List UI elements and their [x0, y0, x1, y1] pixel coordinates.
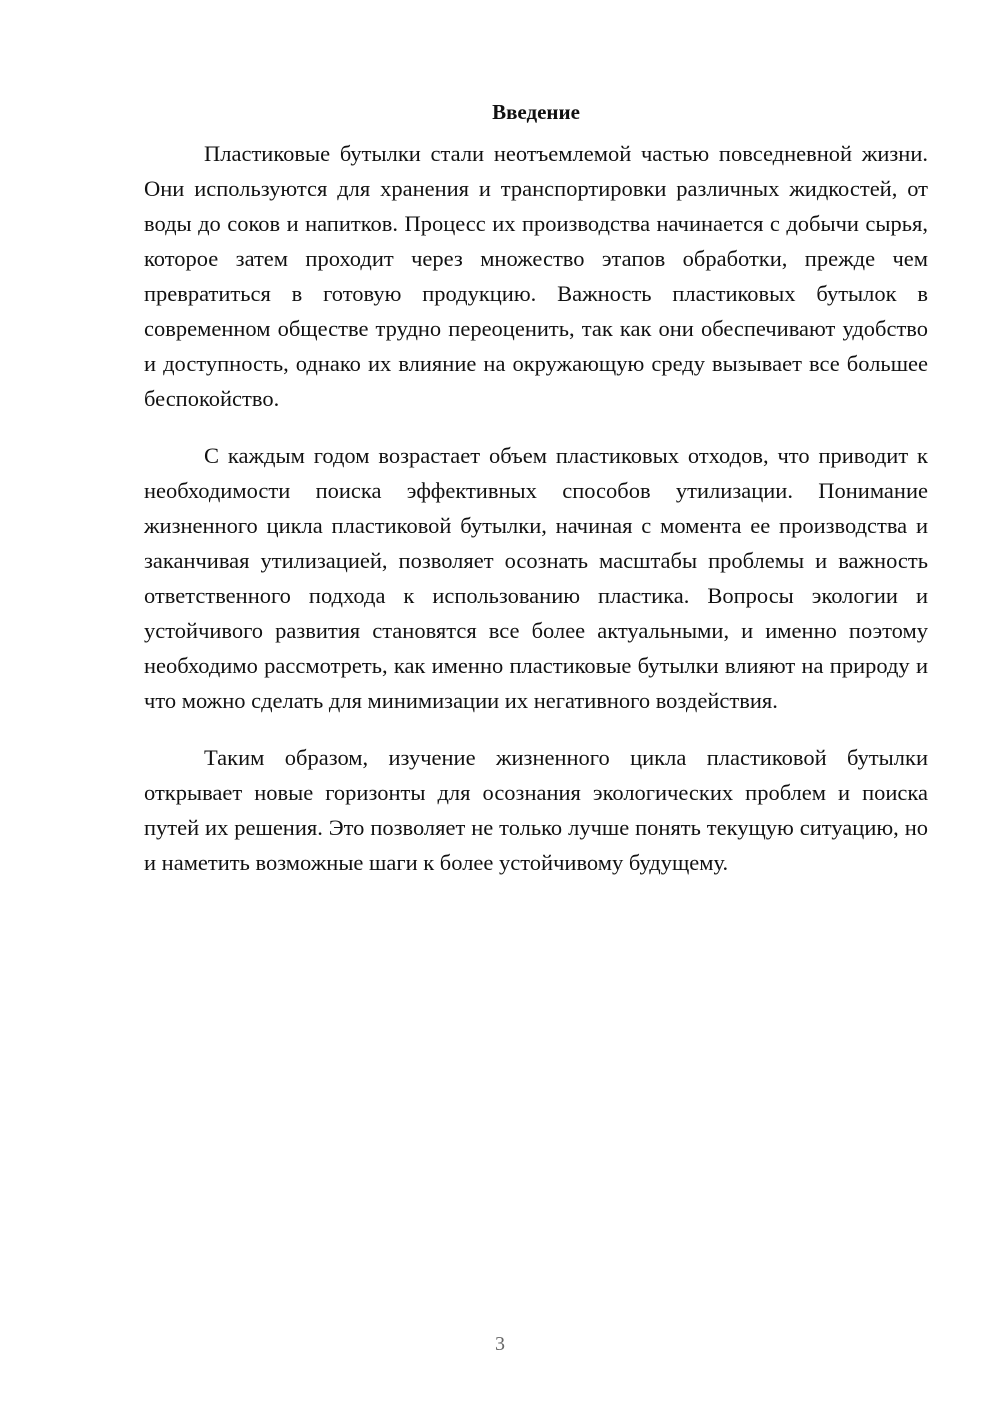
section-heading: Введение [492, 100, 580, 124]
paragraph-2: С каждым годом возрастает объем пластиковых отходов, что приводит к необходимости поиска эффективных способов утилизации. Понимание жизненного цикла пластиковой бутылки, начиная с момента ее производства и заканчивая утилизацией, позволяет осознать масштабы проблемы и важность ответственного подхода к использованию пластика. Вопросы экологии и устойчивого развития становятся все более актуальными, и именно поэтому необходимо рассмотреть, как именно пластиковые бутылки влияют на природу и что можно сделать для минимизации их негативного воздействия. [144, 443, 928, 713]
page-number: 3 [495, 1333, 505, 1355]
page-content [144, 96, 928, 902]
paragraph-1: Пластиковые бутылки стали неотъемлемой частью повседневной жизни. Они используются для хранения и транспортировки различных жидкостей, от воды до соков и напитков. Процесс их производства начинается с добычи сырья, которое затем проходит через множество этапов обработки, прежде чем превратиться в готовую продукцию. Важность пластиковых бутылок в современном обществе трудно переоценить, так как они обеспечивают удобство и доступность, однако их влияние на окружающую среду вызывает все большее беспокойство. [144, 141, 928, 411]
paragraph-3: Таким образом, изучение жизненного цикла пластиковой бутылки открывает новые горизонты для осознания экологических проблем и поиска путей их решения. Это позволяет не только лучше понять текущую ситуацию, но и наметить возможные шаги к более устойчивому будущему. [144, 745, 928, 875]
